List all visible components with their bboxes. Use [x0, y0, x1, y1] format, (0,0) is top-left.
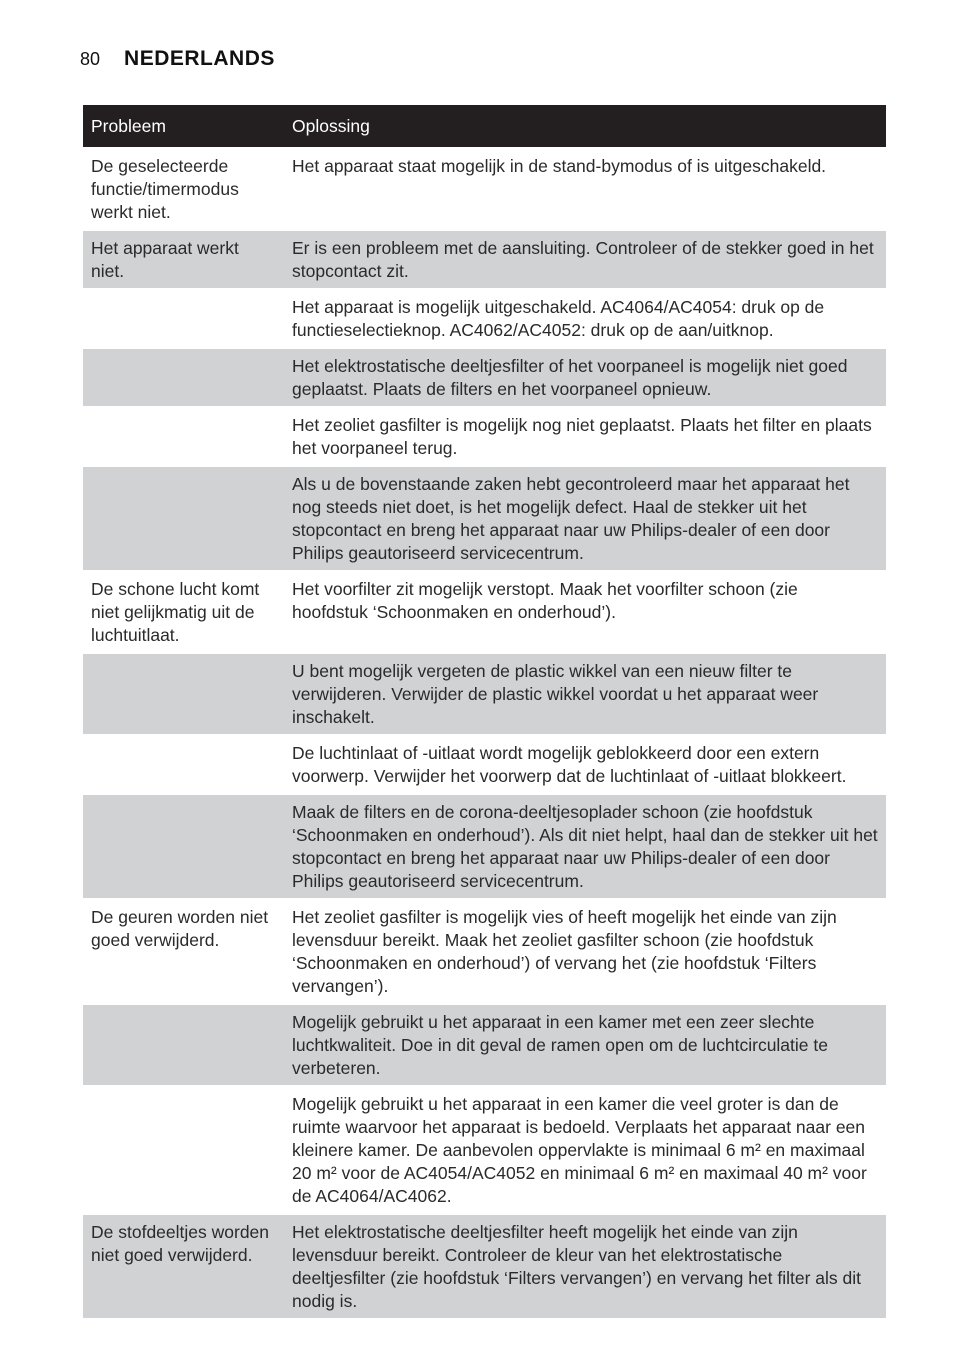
- table-row: [83, 1087, 886, 1213]
- table-row: [83, 736, 886, 793]
- problem-cell: [83, 1005, 284, 1085]
- section-title: NEDERLANDS: [124, 47, 275, 70]
- table-row: [83, 349, 886, 406]
- page-number: 80: [80, 49, 101, 69]
- table-body: [83, 149, 886, 1318]
- table-row: [83, 900, 886, 1003]
- problem-cell: [83, 349, 284, 406]
- table-header-row: [83, 105, 886, 147]
- table-row: [83, 467, 886, 570]
- table-row: [83, 654, 886, 734]
- problem-cell: De geuren worden niet goed verwijderd.: [83, 900, 284, 1003]
- page-header: [80, 47, 275, 71]
- table-row: [83, 572, 886, 652]
- solution-cell: Het voorfilter zit mogelijk verstopt. Maak het voorfilter schoon (zie hoofdstuk ‘Schoonmaken en onderhoud’).: [284, 572, 886, 652]
- problem-cell: De stofdeeltjes worden niet goed verwijderd.: [83, 1215, 284, 1318]
- solution-cell: Het apparaat staat mogelijk in de stand-bymodus of is uitgeschakeld.: [284, 149, 886, 229]
- solution-cell: Mogelijk gebruikt u het apparaat in een kamer met een zeer slechte luchtkwaliteit. Doe in dit geval de ramen open om de luchtcirculatie te verbeteren.: [284, 1005, 886, 1085]
- table-row: [83, 795, 886, 898]
- solution-cell: Het zeoliet gasfilter is mogelijk nog niet geplaatst. Plaats het filter en plaats het voorpaneel terug.: [284, 408, 886, 465]
- solution-cell: Het elektrostatische deeltjesfilter heeft mogelijk het einde van zijn levensduur bereikt. Controleer de kleur van het elektrostatische deeltjesfilter (zie hoofdstuk ‘Filters vervangen’) en vervang het filter als dit nodig is.: [284, 1215, 886, 1318]
- problem-cell: [83, 1087, 284, 1213]
- table-row: [83, 1215, 886, 1318]
- problem-cell: Het apparaat werkt niet.: [83, 231, 284, 288]
- solution-cell: Het elektrostatische deeltjesfilter of het voorpaneel is mogelijk niet goed geplaatst. Plaats de filters en het voorpaneel opnieuw.: [284, 349, 886, 406]
- solution-cell: Het apparaat is mogelijk uitgeschakeld. AC4064/AC4054: druk op de functieselectieknop. AC4062/AC4052: druk op de aan/uitknop.: [284, 290, 886, 347]
- table-row: [83, 149, 886, 229]
- solution-cell: Als u de bovenstaande zaken hebt gecontroleerd maar het apparaat het nog steeds niet doet, is het mogelijk defect. Haal de stekker uit het stopcontact en breng het apparaat naar uw Philips-dealer of een door Philips geautoriseerd servicecentrum.: [284, 467, 886, 570]
- solution-cell: Het zeoliet gasfilter is mogelijk vies of heeft mogelijk het einde van zijn levensduur bereikt. Maak het zeoliet gasfilter schoon (zie hoofdstuk ‘Schoonmaken en onderhoud’) of vervang het (zie hoofdstuk ‘Filters vervangen’).: [284, 900, 886, 1003]
- problem-cell: De schone lucht komt niet gelijkmatig uit de luchtuitlaat.: [83, 572, 284, 652]
- table-row: [83, 408, 886, 465]
- solution-cell: Mogelijk gebruikt u het apparaat in een kamer die veel groter is dan de ruimte waarvoor het apparaat is bedoeld. Verplaats het apparaat naar een kleinere kamer. De aanbevolen oppervlakte is minimaal 6 m² en maximaal 20 m² voor de AC4054/AC4052 en minimaal 6 m² en maximaal 40 m² voor de AC4064/AC4062.: [284, 1087, 886, 1213]
- problem-cell: [83, 654, 284, 734]
- table-row: [83, 1005, 886, 1085]
- solution-cell: Maak de filters en de corona-deeltjesoplader schoon (zie hoofdstuk ‘Schoonmaken en onderhoud’). Als dit niet helpt, haal dan de stekker uit het stopcontact en breng het apparaat naar uw Philips-dealer of een door Philips geautoriseerd servicecentrum.: [284, 795, 886, 898]
- column-header-solution: Oplossing: [284, 105, 886, 147]
- problem-cell: [83, 467, 284, 570]
- solution-cell: De luchtinlaat of -uitlaat wordt mogelijk geblokkeerd door een extern voorwerp. Verwijder het voorwerp dat de luchtinlaat of -uitlaat blokkeert.: [284, 736, 886, 793]
- problem-cell: [83, 408, 284, 465]
- problem-cell: [83, 290, 284, 347]
- troubleshooting-table: [83, 103, 886, 1320]
- solution-cell: U bent mogelijk vergeten de plastic wikkel van een nieuw filter te verwijderen. Verwijder de plastic wikkel voordat u het apparaat weer inschakelt.: [284, 654, 886, 734]
- table-row: [83, 231, 886, 288]
- table-row: [83, 290, 886, 347]
- problem-cell: De geselecteerde functie/timermodus werkt niet.: [83, 149, 284, 229]
- problem-cell: [83, 736, 284, 793]
- column-header-problem: Probleem: [83, 105, 284, 147]
- problem-cell: [83, 795, 284, 898]
- solution-cell: Er is een probleem met de aansluiting. Controleer of de stekker goed in het stopcontact zit.: [284, 231, 886, 288]
